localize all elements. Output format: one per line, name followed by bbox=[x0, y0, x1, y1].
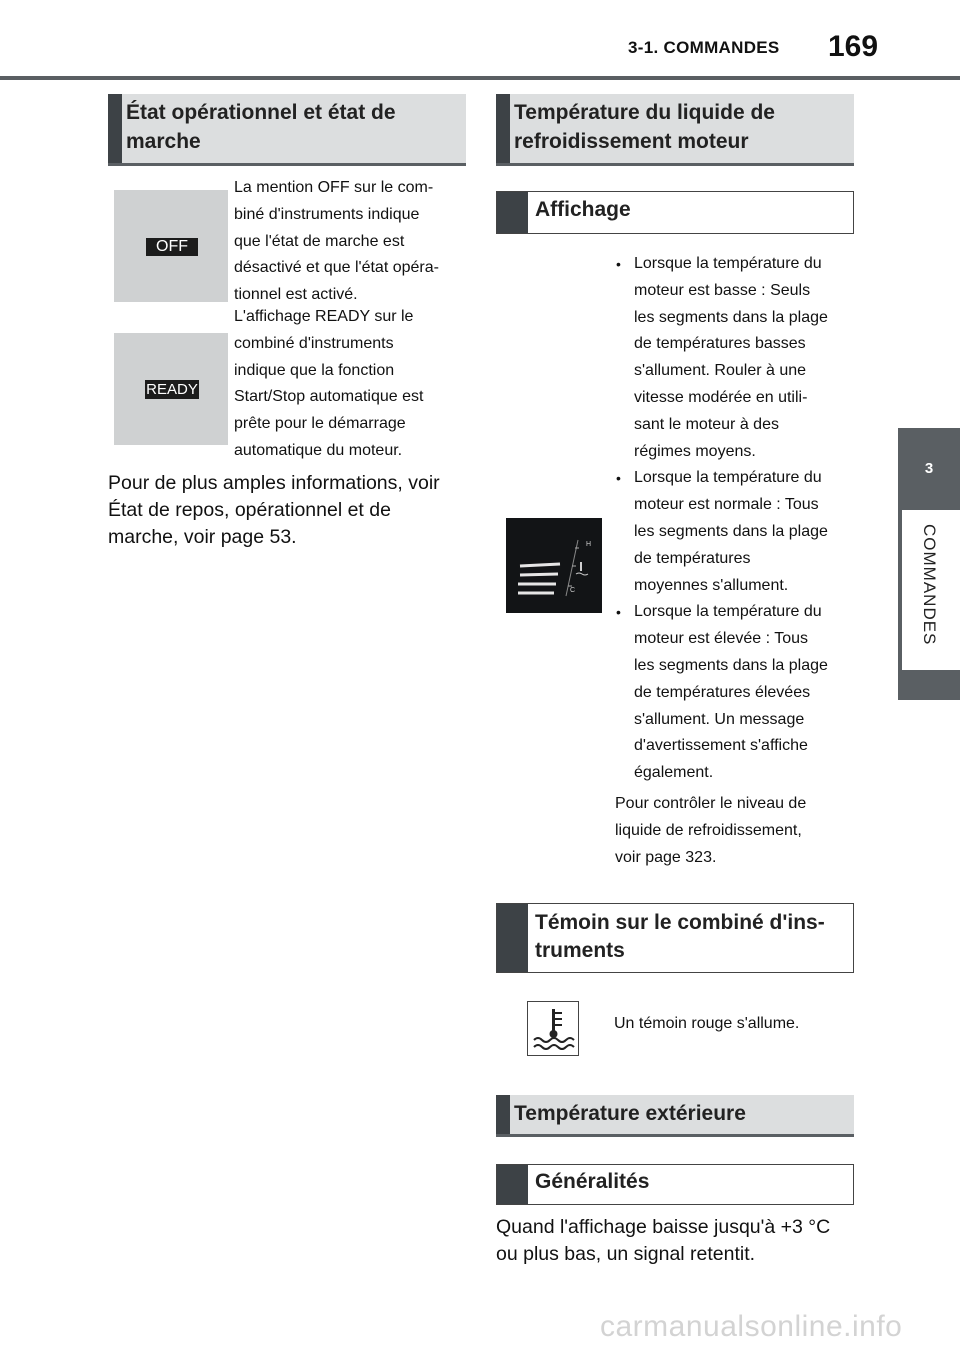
text-line: voir page 323. bbox=[615, 848, 717, 866]
more-info-paragraph bbox=[108, 470, 478, 551]
heading-line-1: Température du liquide de bbox=[514, 101, 775, 124]
bullet-normal-temperature bbox=[614, 465, 854, 599]
text-line: sant le moteur à des bbox=[634, 415, 779, 433]
text-line: État de repos, opérationnel et de bbox=[108, 499, 391, 521]
bullet-high-temperature bbox=[614, 599, 854, 787]
text-line: marche, voir page 53. bbox=[108, 526, 297, 548]
text-line: moteur est élevée : Tous bbox=[634, 630, 809, 648]
heading-etat-operationnel bbox=[108, 94, 466, 166]
text-line: moyennes s'allument. bbox=[634, 576, 789, 594]
heading-bar bbox=[108, 94, 122, 163]
off-display-image bbox=[114, 190, 228, 302]
text-line: s'allument. Rouler à une bbox=[634, 362, 807, 380]
bullet-low-temperature bbox=[614, 251, 854, 465]
heading-temperature-exterieure bbox=[496, 1095, 854, 1137]
text-line: combiné d'instruments bbox=[234, 334, 394, 352]
subheading-bar bbox=[497, 1165, 528, 1204]
text-line: Start/Stop automatique est bbox=[234, 388, 424, 406]
text-line: régimes moyens. bbox=[634, 442, 756, 460]
text-line: de températures élevées bbox=[634, 683, 811, 701]
text-line: • Lorsque la température du bbox=[634, 603, 822, 621]
subheading-bar bbox=[497, 192, 528, 233]
text-line: ou plus bas, un signal retentit. bbox=[496, 1243, 756, 1265]
section-title: 3-1. COMMANDES bbox=[628, 38, 780, 57]
temoin-description: Un témoin rouge s'allume. bbox=[614, 1015, 800, 1032]
off-description bbox=[234, 175, 470, 309]
text-line: vitesse modérée en utili- bbox=[634, 388, 808, 406]
page-number: 169 bbox=[828, 30, 879, 63]
text-line: • Lorsque la température du bbox=[634, 469, 822, 487]
text-line: que l'état de marche est bbox=[234, 232, 405, 250]
header-rule bbox=[0, 76, 960, 80]
subheading-text: Affichage bbox=[535, 198, 631, 221]
coolant-gauge-image bbox=[506, 518, 602, 613]
text-line: • Lorsque la température du bbox=[634, 255, 822, 272]
chapter-label bbox=[898, 510, 960, 670]
ready-badge: READY bbox=[146, 381, 198, 398]
text-line: moteur est basse : Seuls bbox=[634, 281, 811, 299]
text-line: désactivé et que l'état opéra- bbox=[234, 259, 439, 277]
text-line: de températures bbox=[634, 549, 751, 567]
heading-bar bbox=[496, 1095, 510, 1134]
text-line: tionnel est activé. bbox=[234, 286, 358, 304]
chapter-tab-end bbox=[898, 670, 960, 700]
temperature-bullets bbox=[614, 251, 854, 871]
heading-bar bbox=[496, 94, 510, 163]
ready-description bbox=[234, 304, 470, 465]
text-line: les segments dans la plage bbox=[634, 522, 828, 540]
final-paragraph bbox=[496, 1214, 866, 1268]
text-line: La mention OFF sur le com- bbox=[234, 179, 434, 196]
chapter-tab: 3 bbox=[898, 428, 960, 510]
chapter-label-text: COMMANDES bbox=[920, 524, 939, 646]
text-line: d'avertissement s'affiche bbox=[634, 737, 808, 755]
coolant-level-note bbox=[615, 791, 854, 871]
subheading-affichage bbox=[496, 191, 854, 234]
subheading-generalites bbox=[496, 1164, 854, 1205]
heading-temperature-liquide bbox=[496, 94, 854, 166]
text-line: moteur est normale : Tous bbox=[634, 496, 819, 514]
subheading-line-1: Témoin sur le combiné d'ins- bbox=[535, 911, 825, 934]
coolant-gauge-graphic bbox=[506, 518, 602, 613]
chapter-tab-edge bbox=[898, 510, 902, 670]
text-line: Quand l'affichage baisse jusqu'à +3 °C bbox=[496, 1216, 831, 1238]
text-line: biné d'instruments indique bbox=[234, 205, 420, 223]
gauge-hot-label: H bbox=[586, 541, 592, 548]
text-line: les segments dans la plage bbox=[634, 656, 828, 674]
text-line: L'affichage READY sur le bbox=[234, 308, 414, 325]
text-line: indique que la fonction bbox=[234, 361, 395, 379]
text-line: liquide de refroidissement, bbox=[615, 821, 802, 839]
ready-display-image bbox=[114, 333, 228, 445]
text-line: s'allument. Un message bbox=[634, 710, 805, 728]
heading-line-2: refroidissement moteur bbox=[514, 130, 749, 153]
text-line: également. bbox=[634, 764, 714, 782]
text-line: les segments dans la plage bbox=[634, 308, 828, 326]
subheading-line-2: truments bbox=[535, 939, 625, 962]
subheading-text: Généralités bbox=[535, 1170, 650, 1193]
subheading-temoin bbox=[496, 903, 854, 973]
heading-text: Température extérieure bbox=[514, 1102, 746, 1125]
text-line: automatique du moteur. bbox=[234, 441, 403, 459]
heading-line-2: marche bbox=[126, 130, 201, 153]
text-line: de températures basses bbox=[634, 335, 806, 353]
text-line: Pour contrôler le niveau de bbox=[615, 794, 807, 812]
text-line: prête pour le démarrage bbox=[234, 415, 406, 433]
off-badge: OFF bbox=[146, 238, 198, 256]
text-line: Pour de plus amples informations, voir bbox=[108, 472, 440, 494]
subheading-bar bbox=[497, 904, 528, 972]
gauge-cold-label: C bbox=[570, 587, 576, 594]
watermark: carmanualsonline.info bbox=[600, 1310, 903, 1343]
heading-line-1: État opérationnel et état de bbox=[126, 101, 396, 124]
coolant-warning-icon bbox=[527, 1001, 579, 1056]
